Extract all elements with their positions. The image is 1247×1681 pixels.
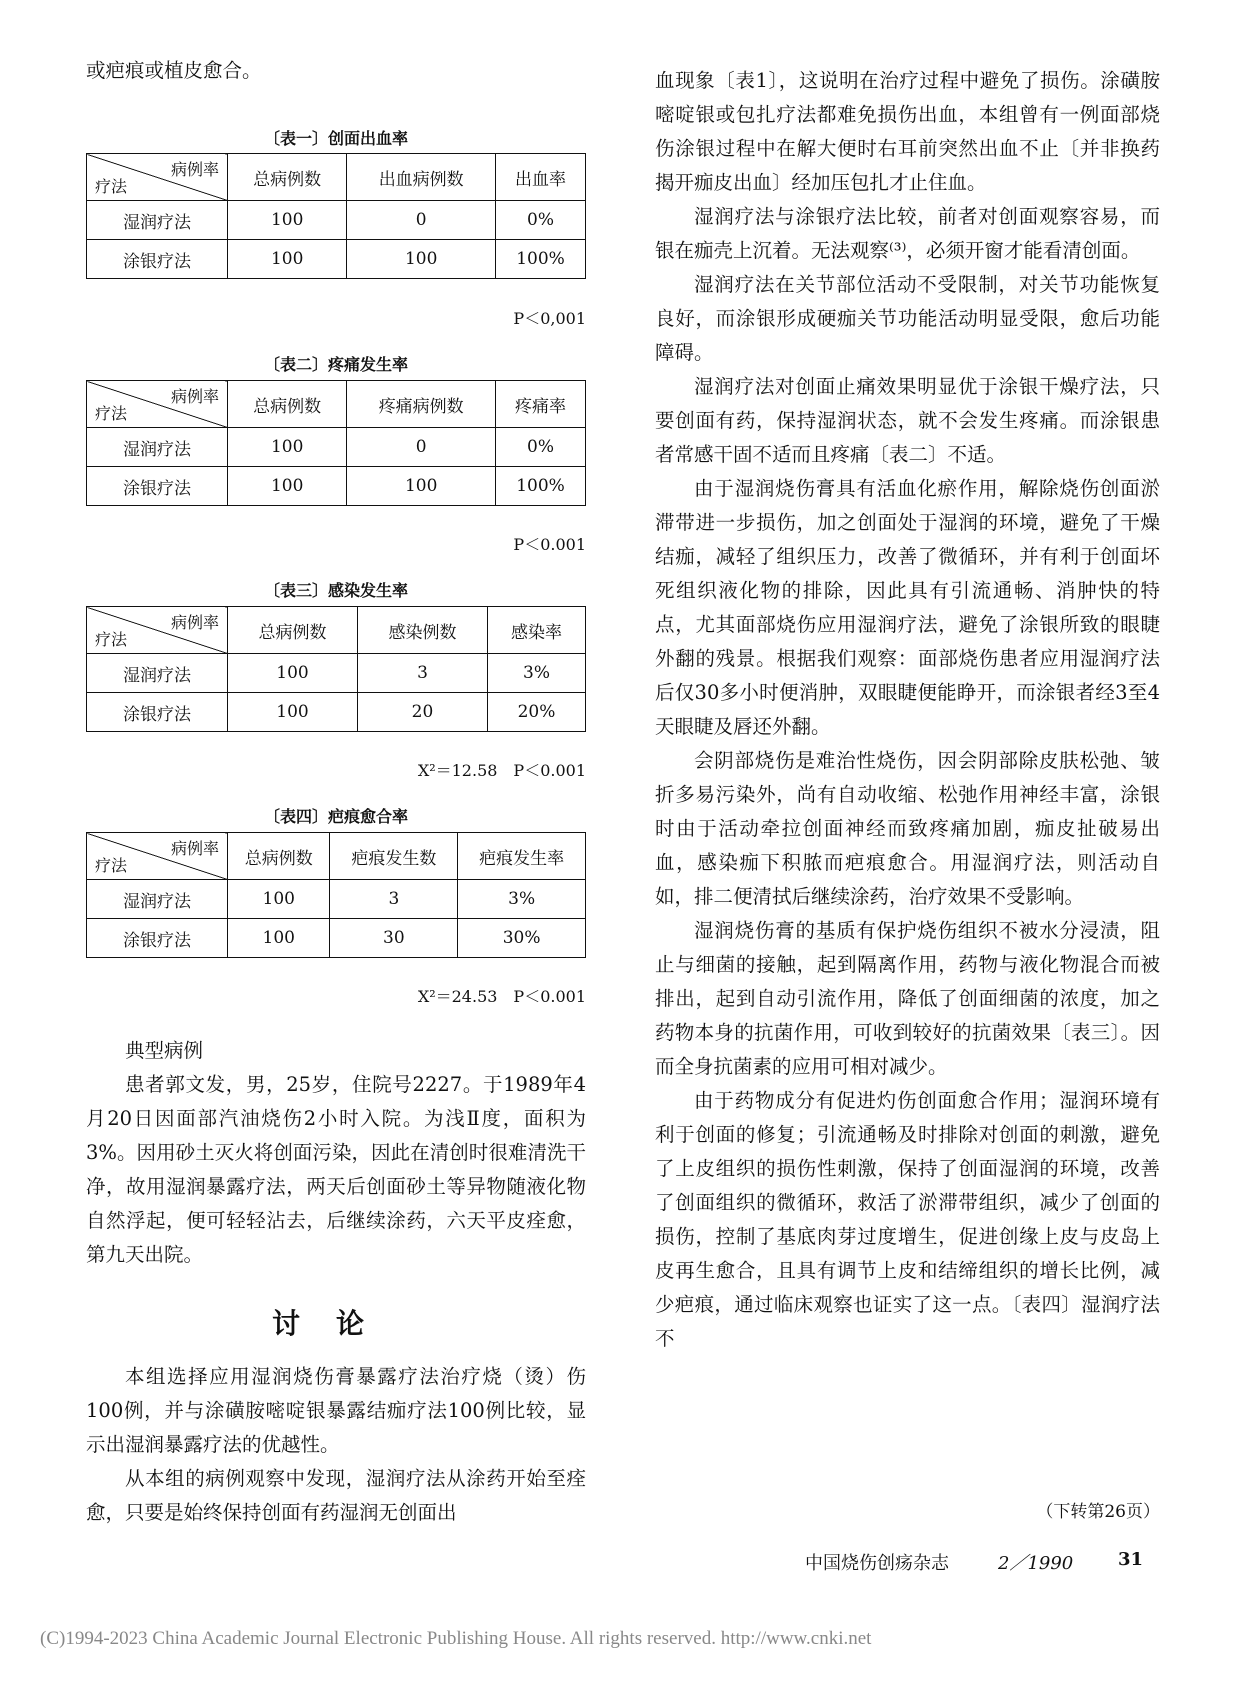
right-paragraph: 湿润烧伤膏的基质有保护烧伤组织不被水分浸渍，阻止与细菌的接触，起到隔离作用，药物与液化物混合而被排出，起到自动引流作用，降低了创面细菌的浓度，加之药物本身的抗菌作用，可收到较好的抗菌效果〔表三〕。因而全身抗菌素的应用可相对减少。 (655, 919, 1160, 1078)
page-number: 31 (1118, 1549, 1144, 1570)
table-cell: 3 (358, 654, 488, 693)
table1-header: 出血病例数 (347, 154, 496, 201)
table4 (86, 832, 586, 958)
table-cell: 3% (488, 654, 586, 693)
table-cell: 涂银疗法 (87, 919, 228, 958)
table3-header: 感染率 (488, 607, 586, 654)
table-cell: 0% (496, 428, 586, 467)
diag-bottom-label: 疗法 (95, 404, 128, 423)
diag-bottom-label: 疗法 (95, 630, 128, 649)
right-paragraph: 湿润疗法与涂银疗法比较，前者对创面观察容易，而银在痂壳上沉着。无法观察⁽³⁾，必须开窗才能看清创面。 (655, 205, 1160, 262)
table-cell: 30% (458, 919, 586, 958)
table2-header: 总病例数 (228, 381, 347, 428)
diag-top-label: 病例率 (170, 160, 219, 179)
table-cell: 100 (228, 880, 330, 919)
diag-top-label: 病例率 (170, 839, 219, 858)
table-row (87, 880, 586, 919)
discussion-heading: 讨论 (271, 1307, 400, 1340)
footer-issue: 2／1990 (998, 1553, 1074, 1574)
copyright-notice: (C)1994-2023 China Academic Journal Electronic Publishing House. All rights reserved. http://www.cnki.net (40, 1628, 872, 1649)
case-section (86, 1034, 586, 1272)
table-cell: 涂银疗法 (87, 240, 228, 279)
table-cell: 湿润疗法 (87, 880, 228, 919)
footer-journal: 中国烧伤创疡杂志 (805, 1553, 949, 1574)
table4-stat: X²＝24.53 P＜0.001 (417, 987, 586, 1006)
table-row (87, 654, 586, 693)
table-cell: 100 (228, 240, 347, 279)
left-discussion (86, 1360, 586, 1530)
table3-header: 总病例数 (228, 607, 358, 654)
table-row (87, 693, 586, 732)
table-cell: 100 (228, 428, 347, 467)
diag-bottom-label: 疗法 (95, 177, 128, 196)
table-cell: 100 (228, 919, 330, 958)
table2-diag-header (87, 381, 228, 428)
table-cell: 30 (330, 919, 458, 958)
table1-stat: P＜0,001 (513, 309, 586, 328)
table2-stat: P＜0.001 (513, 535, 586, 554)
table4-header: 疤痕发生率 (458, 833, 586, 880)
table-cell: 湿润疗法 (87, 201, 228, 240)
table-cell: 100% (496, 240, 586, 279)
table-cell: 100 (347, 467, 496, 506)
table2 (86, 380, 586, 506)
table1-header: 总病例数 (228, 154, 347, 201)
diag-top-label: 病例率 (170, 387, 219, 406)
table4-caption: 〔表四〕疤痕愈合率 (263, 807, 408, 826)
right-paragraph: 会阴部烧伤是难治性烧伤，因会阴部除皮肤松弛、皱折多易污染外，尚有自动收缩、松弛作用神经丰富，涂银时由于活动牵拉创面神经而致疼痛加剧，痂皮扯破易出血，感染痂下积脓而疤痕愈合。用湿润疗法，则活动自如，排二便清拭后继续涂药，治疗效果不受影响。 (655, 749, 1160, 908)
table-cell: 100 (228, 467, 347, 506)
table4-diag-header (87, 833, 228, 880)
table-row (87, 467, 586, 506)
right-column (655, 64, 1160, 1356)
table-row (87, 240, 586, 279)
table1-diag-header (87, 154, 228, 201)
table3-caption: 〔表三〕感染发生率 (263, 581, 408, 600)
table-cell: 100 (228, 654, 358, 693)
right-paragraph: 湿润疗法在关节部位活动不受限制，对关节功能恢复良好，而涂银形成硬痂关节功能活动明显受限，愈后功能障碍。 (655, 273, 1160, 364)
table1-caption: 〔表一〕创面出血率 (263, 129, 408, 148)
case-text: 患者郭文发，男，25岁，住院号2227。于1989年4月20日因面部汽油烧伤2小时入院。为浅Ⅱ度，面积为3%。因用砂土灭火将创面污染，因此在清创时很难清洗干净，故用湿润暴露疗法，两天后创面砂土等异物随液化物自然浮起，便可轻轻沾去，后继续涂药，六天平皮痊愈，第九天出院。 (86, 1073, 586, 1266)
table-cell: 20 (358, 693, 488, 732)
table-cell: 0% (496, 201, 586, 240)
table3-diag-header (87, 607, 228, 654)
table1-header: 出血率 (496, 154, 586, 201)
case-title: 典型病例 (125, 1039, 204, 1062)
right-paragraph: 由于湿润烧伤膏具有活血化瘀作用，解除烧伤创面淤滞带进一步损伤，加之创面处于湿润的环境，避免了干燥结痂，减轻了组织压力，改善了微循环，并有利于创面坏死组织液化物的排除，因此具有引流通畅、消肿快的特点，尤其面部烧伤应用湿润疗法，避免了涂银所致的眼睫外翻的残景。根据我们观察：面部烧伤患者应用湿润疗法后仅30多小时便消肿，双眼睫便能睁开，而涂银者经3至4天眼睫及唇还外翻。 (655, 477, 1160, 738)
table-row (87, 919, 586, 958)
table-cell: 20% (488, 693, 586, 732)
table3-header: 感染例数 (358, 607, 488, 654)
table-row (87, 428, 586, 467)
table-cell: 3 (330, 880, 458, 919)
table-cell: 涂银疗法 (87, 693, 228, 732)
table-cell: 0 (347, 428, 496, 467)
table-cell: 100 (228, 201, 347, 240)
table-cell: 3% (458, 880, 586, 919)
discussion-paragraph: 本组选择应用湿润烧伤膏暴露疗法治疗烧（烫）伤100例，并与涂磺胺嘧啶银暴露结痂疗法100例比较，显示出湿润暴露疗法的优越性。 (86, 1365, 586, 1456)
discussion-paragraph: 从本组的病例观察中发现，湿润疗法从涂药开始至痊愈，只要是始终保持创面有药湿润无创面出 (86, 1467, 586, 1524)
table4-header: 总病例数 (228, 833, 330, 880)
diag-top-label: 病例率 (170, 613, 219, 632)
table2-header: 疼痛率 (496, 381, 586, 428)
right-paragraph: 湿润疗法对创面止痛效果明显优于涂银干燥疗法，只要创面有药，保持湿润状态，就不会发生疼痛。而涂银患者常感干固不适而且疼痛〔表二〕不适。 (655, 375, 1160, 466)
table2-header: 疼痛病例数 (347, 381, 496, 428)
table4-header: 疤痕发生数 (330, 833, 458, 880)
diag-bottom-label: 疗法 (95, 856, 128, 875)
table-cell: 100 (228, 693, 358, 732)
right-paragraph: 由于药物成分有促进灼伤创面愈合作用；湿润环境有利于创面的修复；引流通畅及时排除对创面的刺激，避免了上皮组织的损伤性刺激，保持了创面湿润的环境，改善了创面组织的微循环，救活了淤滞带组织，减少了创面的损伤，控制了基底肉芽过度增生，促进创缘上皮与皮岛上皮再生愈合，且具有调节上皮和结缔组织的增长比例，减少疤痕，通过临床观察也证实了这一点。〔表四〕湿润疗法不 (655, 1089, 1160, 1350)
continued-note: （下转第26页） (1036, 1502, 1160, 1522)
table3-stat: X²＝12.58 P＜0.001 (417, 761, 586, 780)
left-top-line: 或疤痕或植皮愈合。 (86, 59, 262, 82)
table-cell: 100% (496, 467, 586, 506)
table1 (86, 153, 586, 279)
table-cell: 涂银疗法 (87, 467, 228, 506)
table3 (86, 606, 586, 732)
table2-caption: 〔表二〕疼痛发生率 (263, 355, 408, 374)
table-cell: 0 (347, 201, 496, 240)
table-cell: 湿润疗法 (87, 654, 228, 693)
table-cell: 100 (347, 240, 496, 279)
table-row (87, 201, 586, 240)
right-paragraph: 血现象〔表1〕，这说明在治疗过程中避免了损伤。涂磺胺嘧啶银或包扎疗法都难免损伤出血，本组曾有一例面部烧伤涂银过程中在解大便时右耳前突然出血不止〔并非换药揭开痂皮出血〕经加压包扎才止住血。 (655, 69, 1160, 194)
table-cell: 湿润疗法 (87, 428, 228, 467)
